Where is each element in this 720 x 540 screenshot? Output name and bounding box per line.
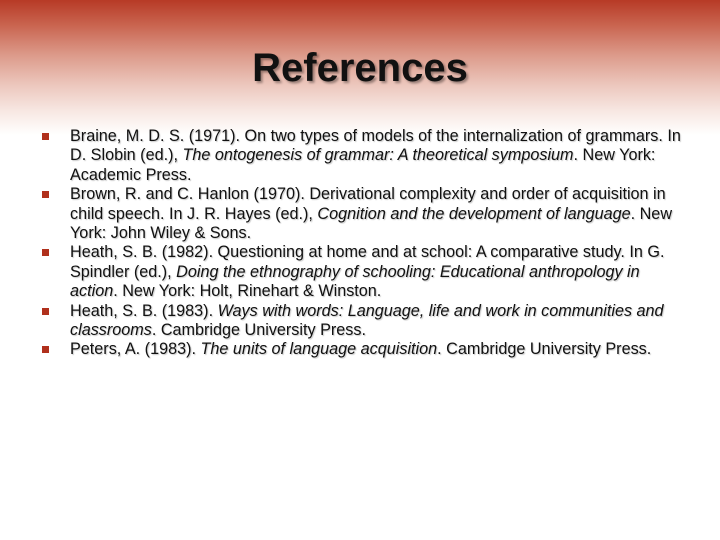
reference-work-title: Cognition and the development of language xyxy=(317,204,631,223)
reference-publisher: . New York: Academic Press. xyxy=(70,146,656,184)
reference-citation: Peters, A. (1983). xyxy=(70,340,201,359)
reference-publisher: . Cambridge University Press. xyxy=(151,321,366,340)
reference-citation: Heath, S. B. (1982). Questioning at home and at school: A comparative study. In G. Spindler (ed.), xyxy=(70,243,665,281)
reference-work-title: Doing the ethnography of schooling: Educational anthropology in action xyxy=(70,262,640,301)
reference-work-title: The ontogenesis of grammar: A theoretical symposium xyxy=(182,146,574,165)
square-bullet-icon xyxy=(42,133,49,140)
list-item xyxy=(0,243,720,301)
slide-title: References xyxy=(252,46,468,90)
reference-work-title: The units of language acquisition xyxy=(200,340,438,359)
list-item xyxy=(0,302,720,341)
square-bullet-icon xyxy=(42,308,49,315)
reference-text xyxy=(70,302,664,339)
reference-work-title: Ways with words: Language, life and work in communities and classrooms xyxy=(70,301,664,340)
reference-text xyxy=(70,185,672,242)
square-bullet-icon xyxy=(42,191,49,198)
reference-citation: Braine, M. D. S. (1971). On two types of models of the internalization of grammars. In D. Slobin (ed.), xyxy=(70,127,681,165)
reference-list xyxy=(0,127,720,360)
reference-publisher: . Cambridge University Press. xyxy=(437,340,652,359)
reference-publisher: . New York: John Wiley & Sons. xyxy=(70,204,673,243)
reference-publisher: . New York: Holt, Rinehart & Winston. xyxy=(113,282,382,301)
list-item xyxy=(0,340,720,359)
reference-text xyxy=(70,340,651,358)
reference-text xyxy=(70,243,664,300)
square-bullet-icon xyxy=(42,249,49,256)
square-bullet-icon xyxy=(42,346,49,353)
reference-citation: Heath, S. B. (1983). xyxy=(70,301,218,320)
list-item xyxy=(0,127,720,185)
list-item xyxy=(0,185,720,243)
reference-text xyxy=(70,127,681,184)
reference-citation: Brown, R. and C. Hanlon (1970). Derivational complexity and order of acquisition in child speech. In J. R. Hayes (ed.), xyxy=(70,185,666,223)
